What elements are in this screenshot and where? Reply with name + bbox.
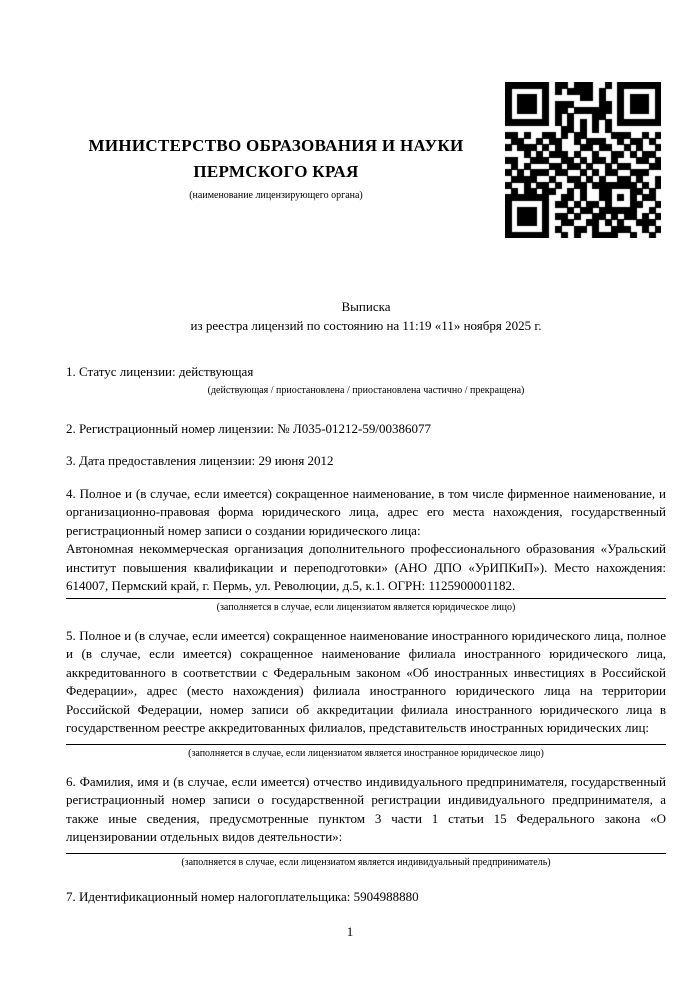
- ministry-name-line1: МИНИСТЕРСТВО ОБРАЗОВАНИЯ И НАУКИ: [88, 136, 464, 155]
- taxpayer-id-text: 7. Идентификационный номер налогоплательщика: 5904988880: [66, 888, 419, 904]
- foreign-entity-blank-line: [66, 738, 666, 745]
- ministry-caption: (наименование лицензирующего органа): [189, 190, 363, 201]
- individual-entrepreneur-section-text: 6. Фамилия, имя и (в случае, если имеется) отчество индивидуального предпринимателя, государственный регистрационный номер записи о государственной регистрации индивидуального предпринимателя, а также иные сведения, предусмотренные пунктом 3 части 1 статьи 15 Федерального закона «О лицензировании отдельных видов деятельности»:: [66, 773, 666, 844]
- license-status-caption: (действующая / приостановлена / приостановлена частично / прекращена): [207, 384, 525, 396]
- document-title: Выписка: [341, 299, 391, 314]
- ministry-name-line2: ПЕРМСКОГО КРАЯ: [193, 162, 359, 181]
- qr-code-image: [505, 82, 661, 238]
- document-body: [66, 298, 666, 906]
- page-number: 1: [346, 924, 354, 939]
- foreign-entity-section-text: 5. Полное и (в случае, если имеется) сокращенное наименование иностранного юридического лица, полное и (в случае, если имеется) сокращенное наименование филиала иностранного юридического лица, аккредитованного в соответствии с Федеральным законом «Об иностранных инвестициях в Российской Федерации», адрес (место нахождения) филиала иностранного юридического лица на территории Российской Федерации, номер записи об аккредитации филиала иностранного юридического лица в государственном реестре аккредитованных филиалов, представительств иностранных юридических лиц:: [66, 627, 666, 735]
- ministry-header: [56, 133, 496, 202]
- license-registration-number: 2. Регистрационный номер лицензии: № Л035-01212-59/00386077: [66, 420, 432, 436]
- legal-entity-caption: (заполняется в случае, если лицензиатом является юридическое лицо): [216, 601, 516, 613]
- license-grant-date: 3. Дата предоставления лицензии: 29 июня 2012: [66, 453, 334, 468]
- document-subtitle: из реестра лицензий по состоянию на 11:19 «11» ноября 2025 г.: [190, 317, 542, 333]
- license-status-text: 1. Статус лицензии: действующая: [66, 364, 254, 379]
- legal-entity-value: Автономная некоммерческая организация дополнительного профессионального образования «Уральский институт повышения квалификации и переподготовки» (АНО ДПО «УрИПКиП»). Место нахождения: 614007, Пермский край, г. Пермь, ул. Революции, д.5, к.1. ОГРН: 1125900001182.: [66, 540, 666, 599]
- individual-entrepreneur-caption: (заполняется в случае, если лицензиатом является индивидуальный предприниматель): [181, 856, 551, 868]
- individual-entrepreneur-blank-line: [66, 847, 666, 854]
- legal-entity-section-text: 4. Полное и (в случае, если имеется) сокращенное наименование, в том числе фирменное наименование, и организационно-правовая форма юридического лица, адрес его места нахождения, государственный регистрационный номер записи о создании юридического лица:: [66, 485, 666, 538]
- foreign-entity-caption: (заполняется в случае, если лицензиатом является иностранное юридическое лицо): [188, 747, 544, 759]
